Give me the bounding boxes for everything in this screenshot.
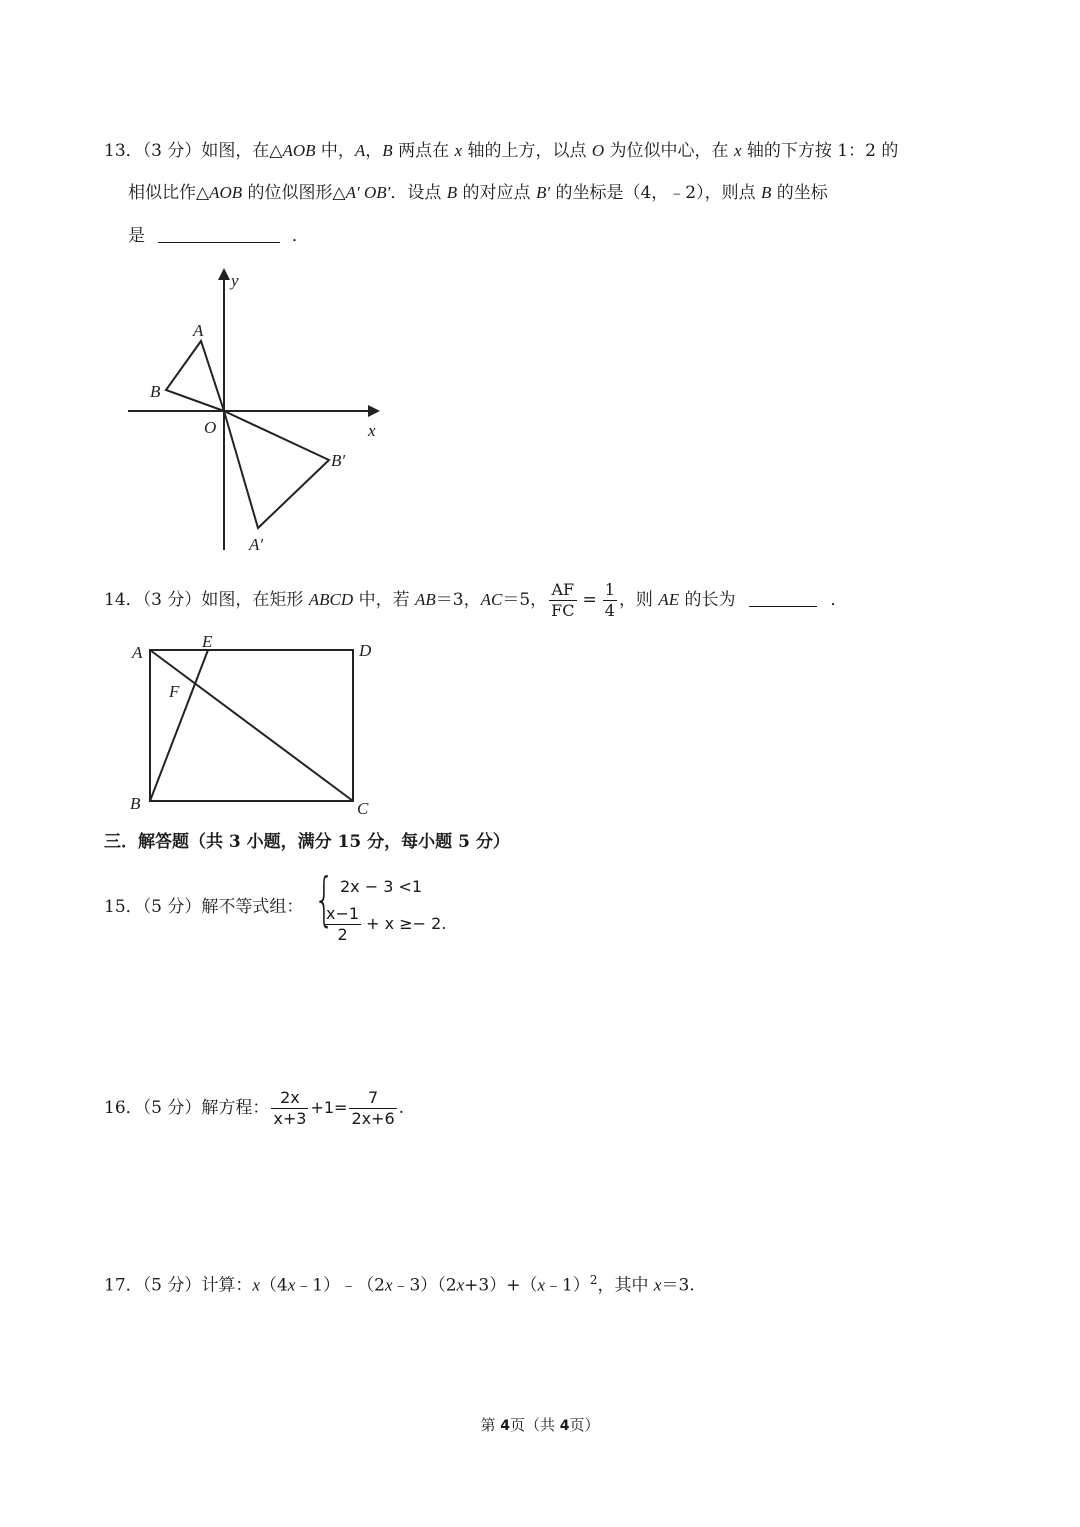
triangle-name: AOB bbox=[209, 183, 243, 202]
point-label-e: E bbox=[202, 632, 213, 651]
x-axis-arrow bbox=[368, 405, 380, 417]
q13-score: （3 分） bbox=[142, 141, 202, 161]
q14-text: ，则 bbox=[618, 590, 659, 610]
q13-text: 的对应点 bbox=[457, 183, 536, 203]
q17-expr: （4 bbox=[259, 1275, 288, 1296]
q14-text: ＝3， bbox=[435, 590, 481, 610]
point-label-d: D bbox=[359, 641, 372, 660]
fraction-denominator: 4 bbox=[604, 601, 615, 620]
fraction-denominator: 2 bbox=[337, 925, 348, 944]
q15-text: 解不等式组： bbox=[201, 897, 304, 917]
fraction-numerator: 1 bbox=[604, 580, 615, 599]
q17-expr: ﹣3）（2 bbox=[392, 1275, 457, 1296]
variable: x bbox=[287, 1275, 296, 1295]
q17-line bbox=[104, 1274, 695, 1295]
section-heading: 三．解答题（共 3 小题，满分 15 分，每小题 5 分） bbox=[104, 832, 510, 852]
segment-name: AE bbox=[658, 590, 680, 609]
point-label: B bbox=[382, 141, 393, 160]
point-label-a: A bbox=[132, 643, 143, 662]
q17-expr: ﹣1） bbox=[545, 1275, 590, 1296]
fraction-one-quarter bbox=[603, 580, 617, 621]
fraction-7-over-2x-plus-6 bbox=[349, 1088, 396, 1129]
triangle-a-prime-o-b-prime bbox=[224, 411, 329, 528]
variable: x bbox=[384, 1275, 393, 1295]
q14-text: 的长为 bbox=[679, 590, 736, 610]
q17-expr: ＝3. bbox=[661, 1275, 695, 1296]
rectangle-name: ABCD bbox=[308, 590, 354, 609]
point-label-o: O bbox=[204, 418, 217, 437]
inequality-rest: + x ≥− 2 bbox=[366, 914, 442, 933]
q13-text: 中， bbox=[315, 141, 355, 161]
equals-sign: = bbox=[582, 590, 597, 610]
answer-blank[interactable] bbox=[749, 606, 817, 607]
q14-text: ＝5， bbox=[502, 590, 548, 610]
fraction-denominator: 2x+6 bbox=[351, 1109, 395, 1128]
q16-number: 16． bbox=[104, 1098, 143, 1118]
variable: x bbox=[733, 141, 742, 160]
segment-name: AC bbox=[480, 590, 503, 609]
q13-text: 的位似图形△ bbox=[242, 183, 346, 203]
q13-text: 的坐标 bbox=[771, 183, 828, 203]
triangle-name: A′ OB′ bbox=[345, 183, 391, 202]
point-label-b: B bbox=[150, 382, 161, 401]
q14-text: ． bbox=[830, 590, 848, 610]
variable: x bbox=[653, 1275, 662, 1295]
variable: x bbox=[456, 1275, 465, 1295]
point-label-a: A bbox=[193, 321, 204, 340]
inequality-1: 2x − 3 <1 bbox=[340, 877, 423, 896]
axis-label-y: y bbox=[231, 271, 239, 290]
y-axis-arrow bbox=[218, 268, 230, 280]
diagonal-ac bbox=[150, 650, 353, 801]
q17-text: 计算： bbox=[201, 1275, 253, 1296]
fraction-denominator: FC bbox=[551, 601, 575, 620]
page-total: 4 bbox=[559, 1418, 570, 1434]
q17-expr: ，其中 bbox=[597, 1275, 654, 1296]
q17-number: 17． bbox=[104, 1275, 143, 1296]
q17-expr: ﹣1）﹣（2 bbox=[295, 1275, 385, 1296]
point-label-f: F bbox=[169, 682, 180, 701]
q13-text: ．设点 bbox=[390, 183, 447, 203]
q16-text: 解方程： bbox=[201, 1098, 270, 1118]
fraction-denominator: x+3 bbox=[273, 1109, 307, 1128]
point-label-b: B bbox=[130, 794, 141, 813]
point-label: B bbox=[446, 183, 458, 202]
q14-text: 如图，在矩形 bbox=[201, 590, 309, 610]
fraction-numerator: x−1 bbox=[326, 904, 360, 923]
q13-line3 bbox=[128, 228, 309, 245]
fraction-2x-over-x-plus-3 bbox=[271, 1088, 308, 1129]
q15-label bbox=[104, 899, 303, 916]
page-footer bbox=[0, 1418, 1080, 1433]
exponent: 2 bbox=[589, 1273, 598, 1287]
triangle-name: AOB bbox=[282, 141, 316, 160]
q15-number: 15． bbox=[104, 897, 143, 917]
q16-operator: +1= bbox=[310, 1098, 348, 1117]
q13-text: 相似比作△ bbox=[128, 183, 210, 203]
q13-text: 如图，在△ bbox=[201, 141, 283, 161]
q14-text: 中，若 bbox=[353, 590, 415, 610]
q16-line bbox=[104, 1088, 404, 1129]
triangle-aob bbox=[166, 341, 224, 411]
q13-text: 的坐标是（4，﹣2），则点 bbox=[550, 183, 762, 203]
point-label-c: C bbox=[357, 799, 369, 817]
point-label: B′ bbox=[535, 183, 551, 202]
fraction-x-minus-1-over-2 bbox=[324, 904, 361, 945]
q14-figure bbox=[128, 632, 398, 817]
point-label: A bbox=[354, 141, 366, 160]
fraction-numerator: 2x bbox=[271, 1088, 308, 1109]
q13-number: 13． bbox=[104, 141, 143, 161]
q13-text: 轴的下方按 1：2 的 bbox=[741, 141, 899, 161]
q13-text: 为位似中心，在 bbox=[604, 141, 734, 161]
system-brace: { bbox=[314, 865, 335, 933]
q13-text: 轴的上方，以点 bbox=[462, 141, 592, 161]
point-label-b-prime: B′ bbox=[331, 451, 346, 470]
point-label: B bbox=[761, 183, 772, 202]
q16-end: . bbox=[398, 1098, 405, 1118]
q17-score: （5 分） bbox=[142, 1275, 202, 1296]
answer-blank[interactable] bbox=[158, 242, 280, 243]
q15-end: . bbox=[441, 914, 447, 933]
footer-text: 页） bbox=[569, 1416, 600, 1434]
q14-line bbox=[104, 580, 847, 621]
point-label-a-prime: A′ bbox=[249, 535, 264, 554]
q13-figure bbox=[122, 266, 392, 556]
q13-line2 bbox=[128, 184, 828, 202]
footer-text: 页（共 bbox=[509, 1416, 560, 1434]
q13-text: 是 bbox=[128, 226, 145, 246]
q13-text: 两点在 bbox=[392, 141, 455, 161]
variable: x bbox=[454, 141, 463, 160]
fraction-af-fc bbox=[549, 580, 576, 621]
axis-label-x: x bbox=[368, 421, 376, 440]
inequality-2 bbox=[324, 904, 446, 945]
fraction-numerator: 7 bbox=[349, 1088, 396, 1109]
q15-score: （5 分） bbox=[142, 897, 202, 917]
footer-text: 第 bbox=[480, 1416, 501, 1434]
q13-line1 bbox=[104, 142, 898, 160]
q13-text: ． bbox=[291, 226, 309, 246]
q13-text: ， bbox=[365, 141, 383, 161]
q14-score: （3 分） bbox=[142, 590, 202, 610]
q17-expr: +3）+（ bbox=[464, 1275, 538, 1296]
page-number: 4 bbox=[500, 1418, 510, 1434]
q14-number: 14． bbox=[104, 590, 143, 610]
point-label: O bbox=[591, 141, 605, 160]
variable: x bbox=[537, 1275, 546, 1295]
fraction-numerator: AF bbox=[549, 580, 576, 601]
q16-score: （5 分） bbox=[142, 1098, 202, 1118]
segment-name: AB bbox=[414, 590, 436, 609]
variable: x bbox=[252, 1275, 260, 1295]
